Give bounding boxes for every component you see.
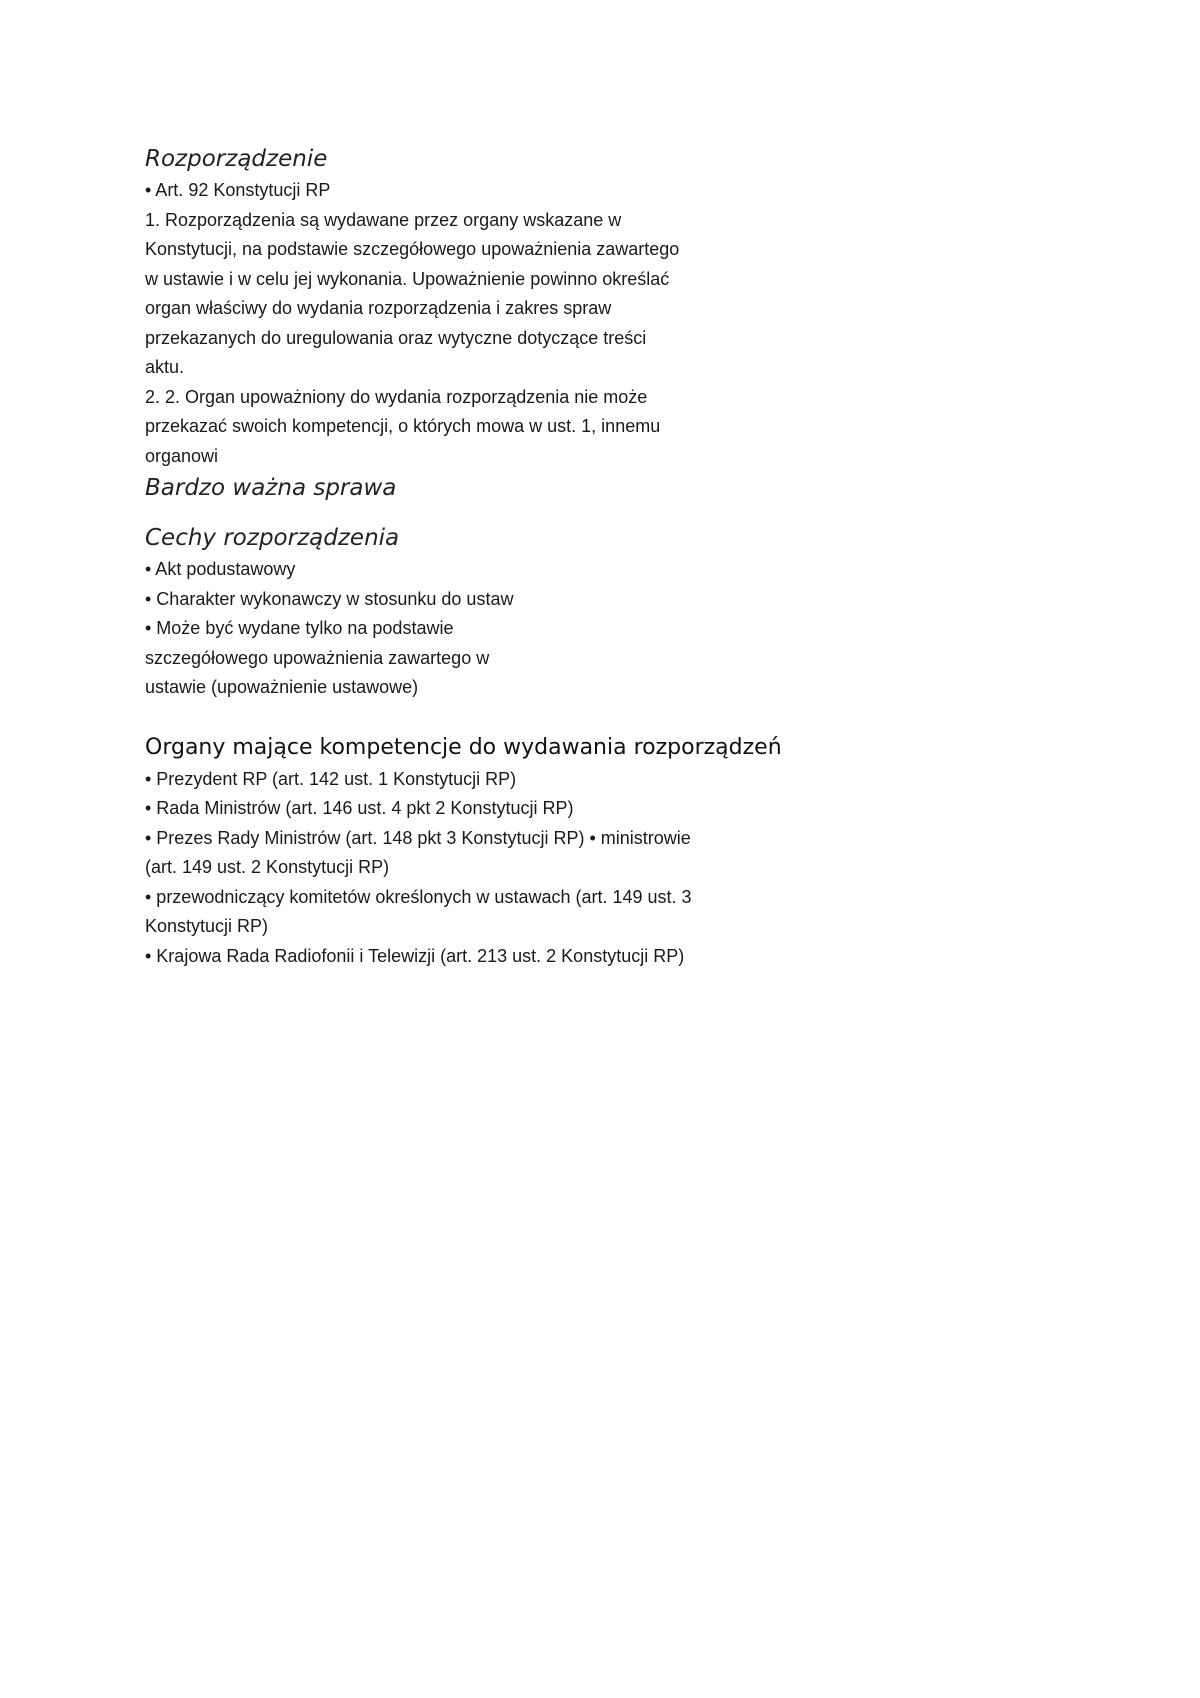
- list-item: • Charakter wykonawczy w stosunku do ustaw: [145, 588, 514, 609]
- text-line: Konstytucji RP): [145, 916, 269, 936]
- list-item: • Krajowa Rada Radiofonii i Telewizji (art. 213 ust. 2 Konstytucji RP): [145, 945, 685, 966]
- text-line: przekazać swoich kompetencji, o których mowa w ust. 1, innemu: [145, 416, 661, 436]
- text-line: Konstytucji, na podstawie szczegółowego upoważnienia zawartego: [145, 239, 680, 259]
- text-line: organowi: [145, 445, 219, 466]
- text-line: w ustawie i w celu jej wykonania. Upoważnienie powinno określać: [145, 268, 670, 289]
- text-line: szczegółowego upoważnienia zawartego w: [145, 647, 490, 668]
- spacer: [145, 703, 805, 731]
- list-item: • Prezydent RP (art. 142 ust. 1 Konstytucji RP): [145, 768, 517, 789]
- list-item: • Prezes Rady Ministrów (art. 148 pkt 3 Konstytucji RP) • ministrowie: [145, 827, 691, 848]
- text-line: przekazanych do uregulowania oraz wytyczne dotyczące treści: [145, 327, 647, 348]
- list-item: • Akt podustawowy: [145, 559, 296, 579]
- text-line: organ właściwy do wydania rozporządzenia i zakres spraw: [145, 298, 612, 318]
- section-cechy-rozporzadzenia: [145, 521, 805, 703]
- list-item: • przewodniczący komitetów określonych w ustawach (art. 149 ust. 3: [145, 886, 692, 907]
- section-title-bardzo-wazna-sprawa: Bardzo ważna sprawa: [145, 475, 397, 501]
- list-item: • Rada Ministrów (art. 146 ust. 4 pkt 2 Konstytucji RP): [145, 798, 574, 818]
- section-title-organy: Organy mające kompetencje do wydawania rozporządzeń: [145, 734, 782, 760]
- document-page: [145, 142, 805, 971]
- section-title-cechy-rozporzadzenia: Cechy rozporządzenia: [145, 525, 400, 551]
- text-line: aktu.: [145, 357, 185, 377]
- text-line: 2. 2. Organ upoważniony do wydania rozporządzenia nie może: [145, 386, 648, 407]
- text-line: ustawie (upoważnienie ustawowe): [145, 677, 419, 697]
- text-line: 1. Rozporządzenia są wydawane przez organy wskazane w: [145, 209, 622, 230]
- section-organy: [145, 731, 805, 972]
- section-title-rozporzadzenie: Rozporządzenie: [145, 146, 328, 172]
- section-rozporzadzenie: [145, 142, 805, 471]
- spacer: [145, 505, 805, 521]
- text-line: • Art. 92 Konstytucji RP: [145, 180, 331, 200]
- list-item: • Może być wydane tylko na podstawie: [145, 618, 454, 638]
- section-bardzo-wazna-sprawa: [145, 471, 805, 505]
- text-line: (art. 149 ust. 2 Konstytucji RP): [145, 857, 390, 877]
